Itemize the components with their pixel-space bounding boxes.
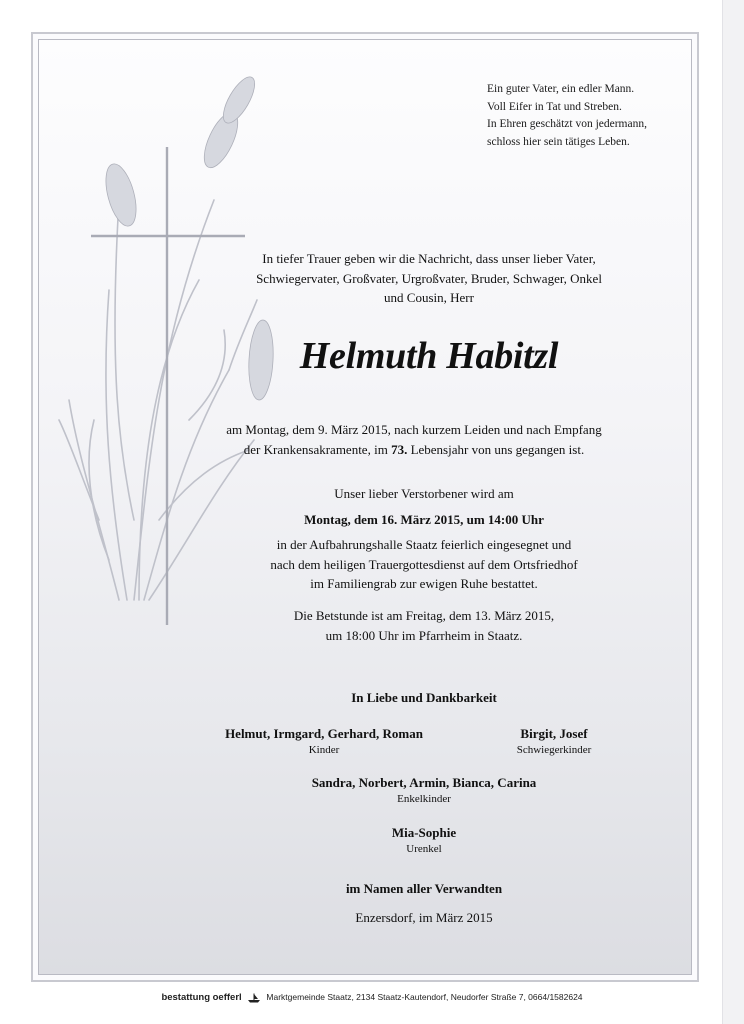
great-grandchildren-names: Mia-Sophie [391,825,457,840]
intro-text [229,249,629,308]
footer-address: Marktgemeinde Staatz, 2134 Staatz-Kautendorf, Neudorfer Straße 7, 0664/1582624 [266,992,583,1002]
ship-icon [247,993,261,1003]
in-laws-role: Schwiegerkinder [516,744,592,756]
footer-brand: bestattung oefferl [161,992,242,1003]
death-line-post: Lebensjahr von uns gegangen ist. [407,441,585,457]
grandchildren-names: Sandra, Norbert, Armin, Bianca, Carina [311,775,537,790]
place-date: Enzersdorf, im März 2015 [355,910,493,925]
love-line: In Liebe und Dankbarkeit [351,690,497,705]
service-text [224,535,624,594]
great-grandchildren-role: Urenkel [406,843,442,855]
children-role: Kinder [308,744,340,756]
intro-line: In tiefer Trauer geben wir die Nachricht, dass unser lieber Vater, [262,251,596,266]
great-grandchildren-block [224,824,624,856]
intro-line: Schwiegervater, Großvater, Urgroßvater, Bruder, Schwager, Onkel [256,270,602,286]
footer [0,992,744,1003]
scan-edge [722,0,744,1024]
prayer-line: um 18:00 Uhr im Pfarrheim in Staatz. [325,627,523,643]
relatives-line: im Namen aller Verwandten [345,881,503,896]
children-block [209,725,439,757]
grandchildren-block [224,774,624,806]
death-line: am Montag, dem 9. März 2015, nach kurzem Leiden und nach Empfang [226,422,602,437]
poem-line: Voll Eifer in Tat und Streben. [487,100,622,113]
service-line: im Familiengrab zur ewigen Ruhe bestattet. [310,576,538,591]
in-laws-names: Birgit, Josef [520,726,588,741]
prayer-text [224,606,624,645]
poem [487,81,687,151]
notice-card [38,39,692,975]
deceased-name: Helmuth Habitzl [299,335,559,377]
intro-line: und Cousin, Herr [384,290,474,305]
service-intro: Unser lieber Verstorbener wird am [334,486,514,501]
death-line-pre: der Krankensakramente, im [243,441,392,457]
death-line [209,440,619,460]
service-line: in der Aufbahrungshalle Staatz feierlich eingesegnet und [276,537,572,552]
death-text [209,420,619,459]
service-date: Montag, dem 16. März 2015, um 14:00 Uhr [304,512,544,527]
poem-line: Ein guter Vater, ein edler Mann. [487,83,635,95]
service-line: nach dem heiligen Trauergottesdienst auf dem Ortsfriedhof [270,556,578,572]
poem-line: In Ehren geschätzt von jedermann, [487,118,647,130]
poem-line: schloss hier sein tätiges Leben. [487,135,630,148]
grandchildren-role: Enkelkinder [397,793,451,805]
children-names: Helmut, Irmgard, Gerhard, Roman [225,726,423,741]
age: 73. [391,441,408,457]
in-laws-block [489,725,619,757]
prayer-line: Die Betstunde ist am Freitag, dem 13. März 2015, [293,608,555,623]
